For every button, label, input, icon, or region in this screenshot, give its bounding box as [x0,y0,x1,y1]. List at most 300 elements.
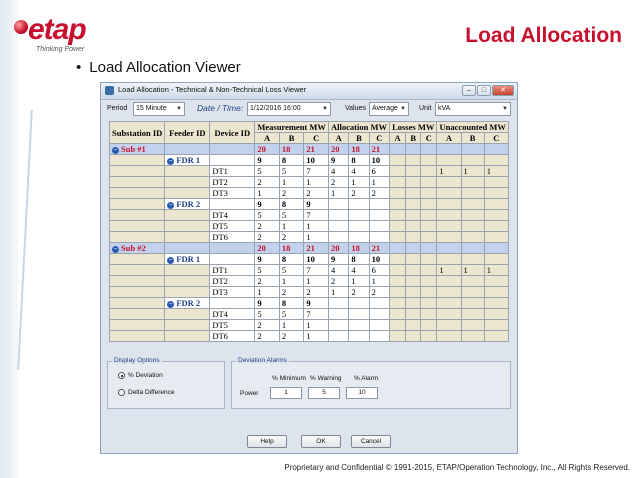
value-cell [369,309,389,320]
value-cell [461,188,484,199]
phase-header: C [484,133,508,144]
value-cell [349,331,369,342]
value-cell: 1 [255,287,280,298]
cancel-button[interactable]: Cancel [351,435,391,448]
power-label: Power [240,390,259,397]
feeder-cell [165,276,210,287]
value-cell: 4 [328,265,348,276]
feeder-cell [165,309,210,320]
period-value: 15 Minute [136,105,167,112]
value-cell: 10 [304,155,329,166]
value-cell [484,188,508,199]
unit-label: Unit [419,105,432,112]
col-allocation[interactable]: Allocation MW [328,122,389,133]
phase-header: B [279,133,304,144]
value-cell: 2 [349,188,369,199]
radio-delta-difference[interactable] [118,389,175,396]
substation-cell [110,188,165,199]
value-cell [421,276,437,287]
col-feeder[interactable]: Feeder ID [165,122,210,144]
window-titlebar[interactable] [101,83,517,100]
value-cell: 2 [369,287,389,298]
feeder-cell [165,177,210,188]
value-cell [406,243,421,254]
value-cell [461,243,484,254]
substation-cell [110,320,165,331]
window-title: Load Allocation - Technical & Non-Technical Loss Viewer [118,85,307,94]
substation-cell [110,276,165,287]
substation-cell [110,210,165,221]
value-cell: 2 [255,276,280,287]
value-cell [421,232,437,243]
substation-cell [110,287,165,298]
value-cell [437,155,461,166]
collapse-icon[interactable]: – [113,245,118,252]
logo-globe-icon [14,20,28,34]
device-cell [210,298,255,309]
col-losses[interactable]: Losses MW [390,122,437,133]
phase-header: C [369,133,389,144]
value-cell: 1 [304,320,329,331]
value-cell: 2 [328,177,348,188]
device-row[interactable] [110,309,509,320]
value-cell: 18 [349,243,369,254]
close-button[interactable]: ✕ [492,85,514,96]
feeder-cell [165,199,210,210]
feeder-cell [165,232,210,243]
chevron-down-icon: ▼ [400,106,406,112]
value-cell [369,331,389,342]
value-cell: 18 [279,144,304,155]
value-cell [484,177,508,188]
value-cell [484,298,508,309]
sub-row[interactable] [110,144,509,155]
feeder-cell [165,221,210,232]
chevron-down-icon: ▼ [176,106,182,112]
radio-delta-label: Delta Difference [128,389,175,396]
feeder-cell [165,298,210,309]
value-cell [437,188,461,199]
feeder-cell [165,254,210,265]
value-cell [461,287,484,298]
device-name: DT6 [210,331,255,342]
unit-select[interactable] [435,102,511,116]
device-name: DT3 [210,188,255,199]
grid-body [110,144,509,342]
value-cell: 1 [461,166,484,177]
value-cell: 1 [369,177,389,188]
value-cell [484,155,508,166]
value-cell: 9 [255,155,280,166]
value-cell: 7 [304,166,329,177]
value-cell [421,166,437,177]
value-cell: 4 [349,166,369,177]
value-cell [328,298,348,309]
value-cell [421,144,437,155]
value-cell: 20 [255,144,280,155]
value-cell [461,254,484,265]
value-cell: 1 [369,276,389,287]
value-cell: 8 [279,199,304,210]
value-cell [437,210,461,221]
feeder-name: FDR 1 [176,254,201,264]
alarm-input[interactable]: 10 [346,387,378,399]
device-cell [210,243,255,254]
value-cell [328,221,348,232]
value-cell [484,287,508,298]
value-cell [437,243,461,254]
value-cell [461,232,484,243]
substation-name: Sub #1 [121,144,146,154]
feeder-cell [165,287,210,298]
device-row[interactable] [110,265,509,276]
value-cell: 8 [279,254,304,265]
value-cell: 1 [328,188,348,199]
value-cell [437,177,461,188]
values-value: Average [372,105,398,112]
value-cell [390,276,406,287]
value-cell: 2 [304,287,329,298]
value-cell [421,265,437,276]
value-cell [390,199,406,210]
deviation-alarms-panel [231,357,511,409]
value-cell: 2 [255,232,280,243]
value-cell [349,199,369,210]
value-cell [484,309,508,320]
value-cell: 5 [279,166,304,177]
value-cell [390,166,406,177]
feeder-row[interactable] [110,298,509,309]
value-cell [406,254,421,265]
value-cell [390,320,406,331]
value-cell [406,221,421,232]
value-cell: 5 [279,309,304,320]
feeder-cell [165,320,210,331]
value-cell: 5 [255,166,280,177]
value-cell [421,298,437,309]
value-cell: 2 [279,331,304,342]
feeder-cell [165,210,210,221]
value-cell: 2 [349,287,369,298]
value-cell: 20 [255,243,280,254]
feeder-row[interactable] [110,155,509,166]
value-cell [484,210,508,221]
value-cell: 2 [328,276,348,287]
value-cell: 5 [255,210,280,221]
value-cell [390,177,406,188]
value-cell [390,221,406,232]
value-cell: 2 [304,188,329,199]
value-cell [406,331,421,342]
value-cell [349,210,369,221]
toolbar [105,102,513,118]
radio-deviation[interactable] [118,372,163,379]
value-cell: 2 [255,331,280,342]
value-cell [461,177,484,188]
display-options-panel [107,357,225,409]
value-cell [437,298,461,309]
minimum-input[interactable]: 1 [270,387,302,399]
substation-cell [110,254,165,265]
bullet-item [76,59,241,76]
deviation-alarms-title: Deviation Alarms [238,357,287,364]
value-cell: 2 [279,287,304,298]
value-cell [390,254,406,265]
feeder-cell [165,243,210,254]
device-row[interactable] [110,210,509,221]
col-device[interactable]: Device ID [210,122,255,144]
value-cell: 10 [369,254,389,265]
value-cell [421,320,437,331]
value-cell: 1 [349,177,369,188]
feeder-row[interactable] [110,254,509,265]
substation-cell [110,265,165,276]
device-row[interactable] [110,287,509,298]
sub-row[interactable] [110,243,509,254]
device-cell [210,199,255,210]
feeder-cell [165,331,210,342]
device-row[interactable] [110,320,509,331]
device-row[interactable] [110,188,509,199]
value-cell: 9 [255,298,280,309]
device-row[interactable] [110,276,509,287]
period-select[interactable] [133,102,185,116]
value-cell: 5 [255,309,280,320]
value-cell: 6 [369,265,389,276]
substation-cell [110,232,165,243]
col-measurement[interactable]: Measurement MW [255,122,329,133]
phase-header: B [461,133,484,144]
radio-selected-icon [118,372,125,379]
value-cell [437,309,461,320]
device-name: DT1 [210,166,255,177]
value-cell: 18 [279,243,304,254]
value-cell [437,144,461,155]
value-cell [421,188,437,199]
feeder-name: FDR 2 [176,298,201,308]
value-cell: 1 [437,166,461,177]
alarm-header: % Alarm [354,375,379,382]
value-cell [369,210,389,221]
substation-cell [110,298,165,309]
value-cell [421,221,437,232]
value-cell [484,254,508,265]
value-cell [406,199,421,210]
device-row[interactable] [110,331,509,342]
collapse-icon[interactable]: – [169,256,173,263]
help-button[interactable]: Help [247,435,287,448]
value-cell: 2 [255,177,280,188]
value-cell [406,177,421,188]
substation-cell [110,155,165,166]
collapse-icon[interactable]: – [169,300,173,307]
phase-header: A [437,133,461,144]
value-cell [369,298,389,309]
value-cell [484,199,508,210]
value-cell [349,320,369,331]
device-name: DT3 [210,287,255,298]
value-cell [437,232,461,243]
value-cell [406,298,421,309]
device-name: DT6 [210,232,255,243]
value-cell [369,320,389,331]
collapse-icon[interactable]: – [169,157,173,164]
phase-header: B [349,133,369,144]
value-cell: 18 [349,144,369,155]
value-cell [437,287,461,298]
value-cell: 9 [255,199,280,210]
value-cell: 1 [304,331,329,342]
value-cell [421,331,437,342]
feeder-name: FDR 2 [176,199,201,209]
value-cell: 4 [328,166,348,177]
value-cell [421,177,437,188]
value-cell: 1 [279,320,304,331]
value-cell [406,265,421,276]
device-row[interactable] [110,221,509,232]
value-cell [349,298,369,309]
feeder-cell [165,155,210,166]
value-cell [328,309,348,320]
value-cell: 5 [279,210,304,221]
warning-input[interactable]: 5 [308,387,340,399]
value-cell [421,155,437,166]
value-cell [390,309,406,320]
value-cell [461,298,484,309]
chevron-down-icon: ▼ [502,106,508,112]
col-unaccounted[interactable]: Unaccounted MW [437,122,509,133]
value-cell: 10 [369,155,389,166]
value-cell: 1 [279,177,304,188]
substation-cell [110,199,165,210]
value-cell [421,243,437,254]
substation-cell [110,331,165,342]
ok-button[interactable]: OK [301,435,341,448]
value-cell: 6 [369,166,389,177]
value-cell [437,276,461,287]
value-cell [437,199,461,210]
value-cell: 9 [328,254,348,265]
value-cell: 9 [304,298,329,309]
value-cell [437,254,461,265]
logo-text: etap [28,13,86,46]
value-cell [406,287,421,298]
value-cell [461,309,484,320]
device-row[interactable] [110,166,509,177]
minimum-header: % Minimum [272,375,306,382]
values-select[interactable] [369,102,409,116]
value-cell [461,221,484,232]
device-row[interactable] [110,232,509,243]
collapse-icon[interactable]: – [169,201,173,208]
datetime-select[interactable] [247,102,331,116]
values-label: Values [345,105,366,112]
substation-cell [110,243,165,254]
device-name: DT1 [210,265,255,276]
value-cell: 5 [255,265,280,276]
value-cell [484,331,508,342]
value-cell: 1 [484,265,508,276]
substation-name: Sub #2 [121,243,146,253]
bullet-text: Load Allocation Viewer [89,59,241,76]
value-cell: 7 [304,210,329,221]
value-cell: 21 [304,144,329,155]
value-cell [328,232,348,243]
value-cell [369,199,389,210]
collapse-icon[interactable]: – [113,146,118,153]
bullet-dot-icon: • [76,59,82,76]
value-cell [390,210,406,221]
value-cell [328,320,348,331]
allocation-grid [109,121,509,342]
value-cell [484,144,508,155]
value-cell [484,243,508,254]
value-cell: 1 [279,221,304,232]
value-cell [461,320,484,331]
phase-header: C [421,133,437,144]
value-cell [328,210,348,221]
col-substation[interactable]: Substation ID [110,122,165,144]
device-row[interactable] [110,177,509,188]
feeder-row[interactable] [110,199,509,210]
value-cell [406,155,421,166]
value-cell [406,276,421,287]
feeder-name: FDR 1 [176,155,201,165]
value-cell: 9 [328,155,348,166]
phase-header: A [328,133,348,144]
maximize-button[interactable]: □ [477,85,491,96]
minimize-button[interactable]: – [462,85,476,96]
value-cell [328,199,348,210]
value-cell [461,276,484,287]
value-cell [437,331,461,342]
datetime-label: Date / Time: [197,103,244,113]
slide-footer: Proprietary and Confidential © 1991-2015, ETAP/Operation Technology, Inc., All Rights Reserved. [284,463,630,472]
value-cell [390,144,406,155]
phase-header: A [390,133,406,144]
phase-header: C [304,133,329,144]
value-cell [369,232,389,243]
value-cell: 1 [304,221,329,232]
display-options-title: Display Options [114,357,160,364]
value-cell: 1 [304,177,329,188]
value-cell: 21 [304,243,329,254]
radio-deviation-label: % Deviation [128,372,163,379]
value-cell [461,199,484,210]
warning-header: % Warning [310,375,342,382]
substation-cell [110,166,165,177]
value-cell: 8 [349,155,369,166]
value-cell: 8 [279,155,304,166]
value-cell: 20 [328,144,348,155]
value-cell [390,155,406,166]
value-cell [421,254,437,265]
value-cell [484,221,508,232]
value-cell [484,232,508,243]
feeder-cell [165,265,210,276]
device-cell [210,155,255,166]
load-allocation-window [100,82,518,454]
value-cell: 1 [304,232,329,243]
value-cell: 21 [369,243,389,254]
value-cell [421,309,437,320]
value-cell [421,199,437,210]
value-cell: 2 [255,221,280,232]
value-cell [421,287,437,298]
substation-cell [110,144,165,155]
substation-cell [110,309,165,320]
value-cell: 10 [304,254,329,265]
